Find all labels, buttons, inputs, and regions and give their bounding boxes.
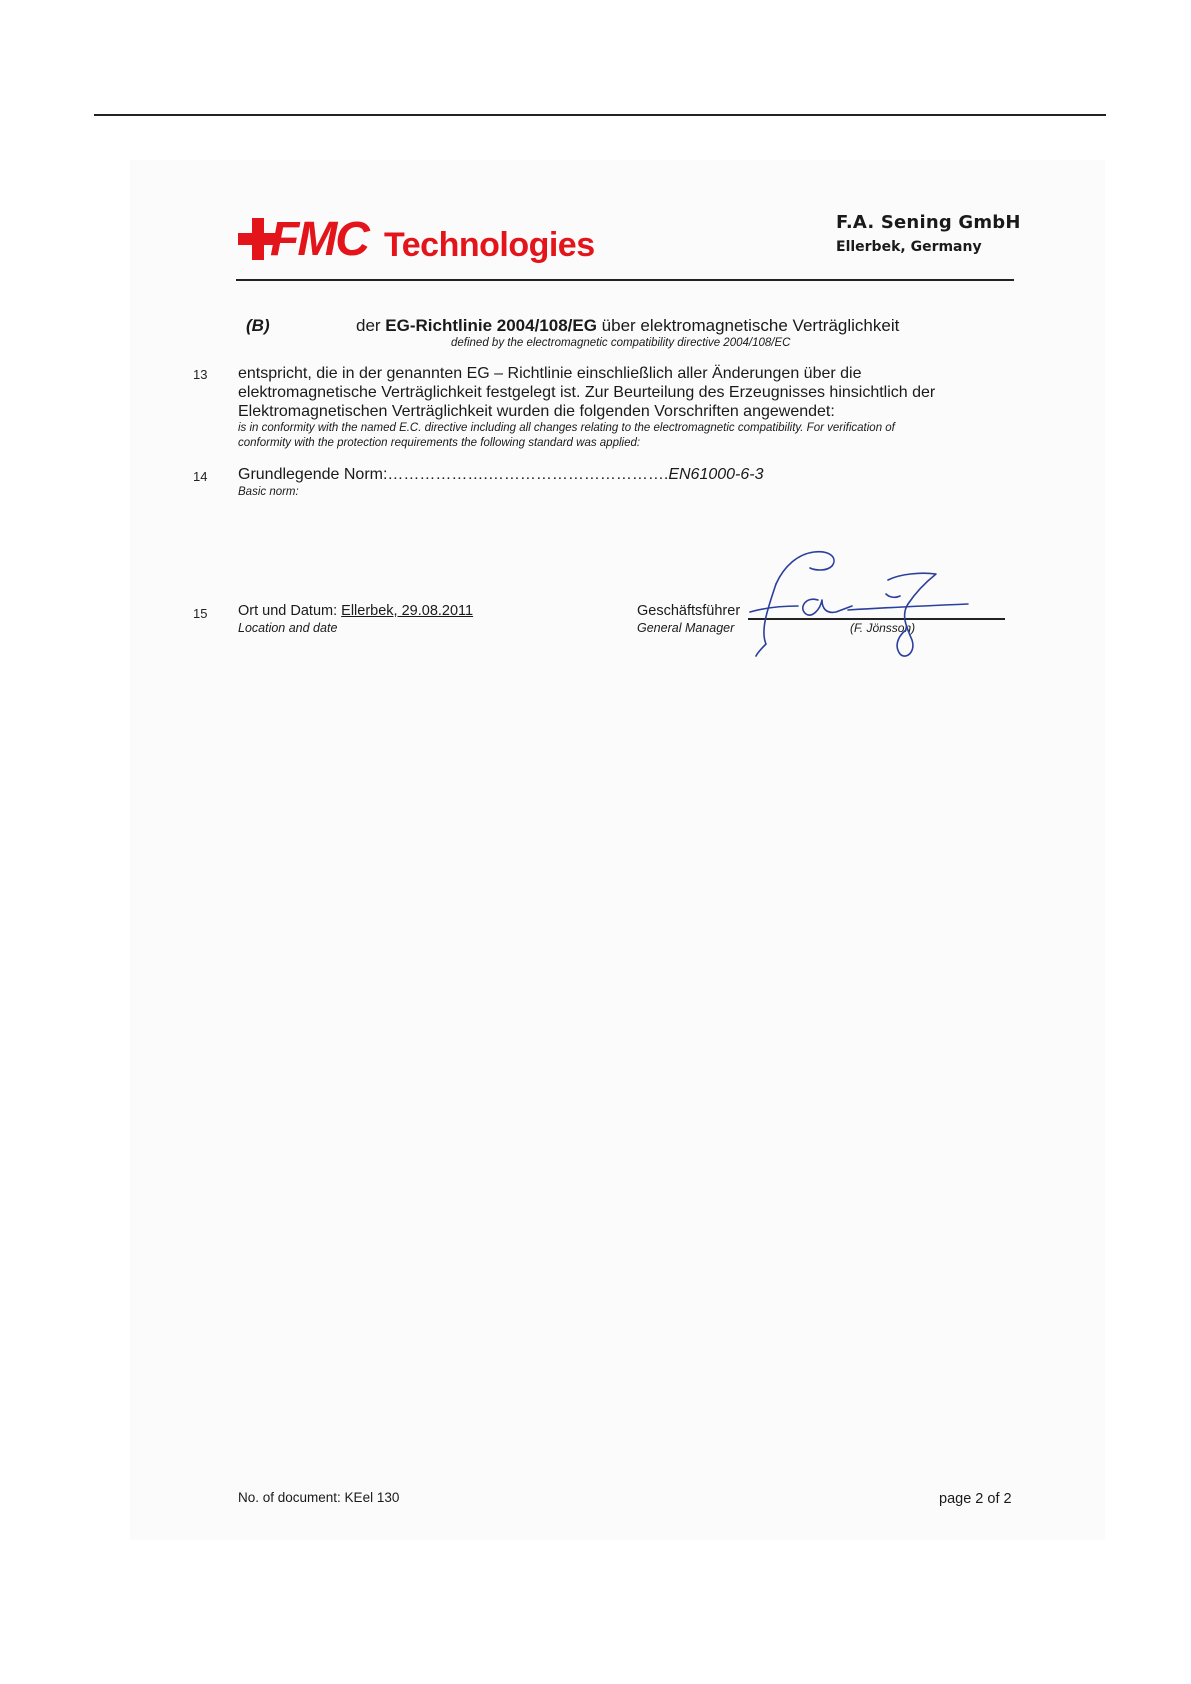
paragraph-line: entspricht, die in der genannten EG – Richtlinie einschließlich aller Änderungen über die — [238, 365, 862, 382]
directive-title — [356, 316, 899, 336]
signer-title: Geschäftsführer — [637, 603, 741, 619]
signer-title-english: General Manager — [637, 621, 735, 635]
svg-text:FMC: FMC — [270, 213, 368, 266]
basic-norm — [238, 466, 763, 484]
section-label: (B) — [246, 316, 270, 335]
fmc-technologies-logo — [236, 212, 636, 274]
place-value: Ellerbek, 29.08.2011 — [341, 603, 474, 619]
norm-label: Grundlegende Norm: — [238, 466, 388, 483]
directive-suffix: über elektromagnetische Verträglichkeit — [596, 316, 900, 335]
paragraph-line: Elektromagnetischen Verträglichkeit wurden die folgenden Vorschriften angewendet: — [238, 403, 835, 420]
norm-label-english: Basic norm: — [238, 486, 299, 498]
item-number-14: 14 — [193, 469, 208, 484]
signer-name: (F. Jönsson) — [850, 621, 916, 635]
svg-text:Technologies: Technologies — [384, 226, 595, 264]
item-number-15: 15 — [193, 606, 208, 621]
paragraph-line-english: conformity with the protection requirements the following standard was applied: — [238, 437, 641, 449]
norm-dots: ……………….……………………………. — [387, 466, 669, 483]
directive-prefix: der — [356, 316, 386, 335]
page-number: page 2 of 2 — [939, 1491, 1012, 1507]
conformity-paragraph — [238, 364, 935, 421]
directive-name: EG-Richtlinie 2004/108/EG — [385, 316, 597, 335]
company-name: F.A. Sening GmbH — [836, 212, 1021, 233]
top-rule — [94, 114, 1106, 116]
paragraph-line-english: is in conformity with the named E.C. directive including all changes relating to the electromagnetic compatibility. For verification of — [238, 422, 895, 434]
place-label-english: Location and date — [238, 621, 338, 635]
conformity-paragraph-english — [238, 421, 895, 451]
document-number: No. of document: KEel 130 — [238, 1490, 400, 1505]
place-and-date — [238, 603, 473, 619]
header-rule — [236, 279, 1014, 281]
directive-english: defined by the electromagnetic compatibility directive 2004/108/EC — [451, 337, 791, 349]
paragraph-line: elektromagnetische Verträglichkeit festgelegt ist. Zur Beurteilung des Erzeugnisses hinsichtlich der — [238, 384, 936, 401]
handwritten-signature — [740, 548, 980, 660]
norm-value: EN61000-6-3 — [668, 466, 764, 483]
item-number-13: 13 — [193, 367, 208, 382]
place-label: Ort und Datum: — [238, 603, 342, 619]
company-block — [836, 212, 1021, 255]
company-location: Ellerbek, Germany — [836, 239, 982, 255]
